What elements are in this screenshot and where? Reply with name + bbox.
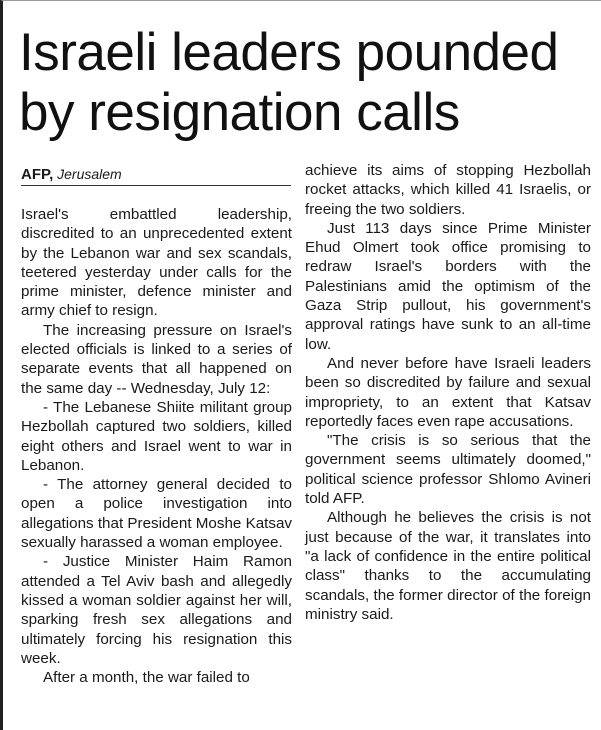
paragraph: "The crisis is so serious that the government seems ultimately doomed," political science professor Shlomo Avineri told AFP. xyxy=(305,432,591,508)
paragraph: achieve its aims of stopping Hezbollah rocket attacks, which killed 41 Israelis, or freeing the two soldiers. xyxy=(305,162,591,218)
paragraph: - Justice Minister Haim Ramon attended a Tel Aviv bash and allegedly kissed a woman soldier against her will, sparking fresh sex allegations and ultimately forcing his resignation this week. xyxy=(21,553,292,667)
paragraph: The increasing pressure on Israel's elected officials is linked to a series of separate events that all happened on the same day -- Wednesday, July 12: xyxy=(21,321,292,397)
headline: Israeli leaders pounded by resignation calls xyxy=(19,23,559,142)
paragraph: Israel's embattled leadership, discredited to an unprecedented extent by the Lebanon war and sex scandals, teetered yesterday under calls for the prime minister, defence minister and army chief to resign. xyxy=(21,206,292,320)
paragraph: After a month, the war failed to xyxy=(43,669,250,687)
article-column-1 xyxy=(21,205,292,687)
dateline-source: AFP, xyxy=(21,166,54,183)
paragraph: - The Lebanese Shiite militant group Hezbollah captured two soldiers, killed eight others and Israel went to war in Lebanon. xyxy=(21,398,292,474)
dateline xyxy=(21,166,291,186)
paragraph: Although he believes the crisis is not just because of the war, it translates into "a lack of confidence in the entire political class" thanks to the accumulating scandals, the former director of the foreign ministry said. xyxy=(305,509,591,623)
paragraph: And never before have Israeli leaders been so discredited by failure and sexual impropriety, to an extent that Katsav reportedly faces even rape accusations. xyxy=(305,354,591,430)
paragraph: Just 113 days since Prime Minister Ehud Olmert took office promising to redraw Israel's borders with the Palestinians amid the optimism of the Gaza Strip pullout, his government's approval ratings have sunk to an all-time low. xyxy=(305,219,591,353)
article-column-2 xyxy=(305,161,591,624)
dateline-location: Jerusalem xyxy=(57,166,122,182)
paragraph: - The attorney general decided to open a police investigation into allegations that President Moshe Katsav sexually harassed a woman employee. xyxy=(21,476,293,552)
